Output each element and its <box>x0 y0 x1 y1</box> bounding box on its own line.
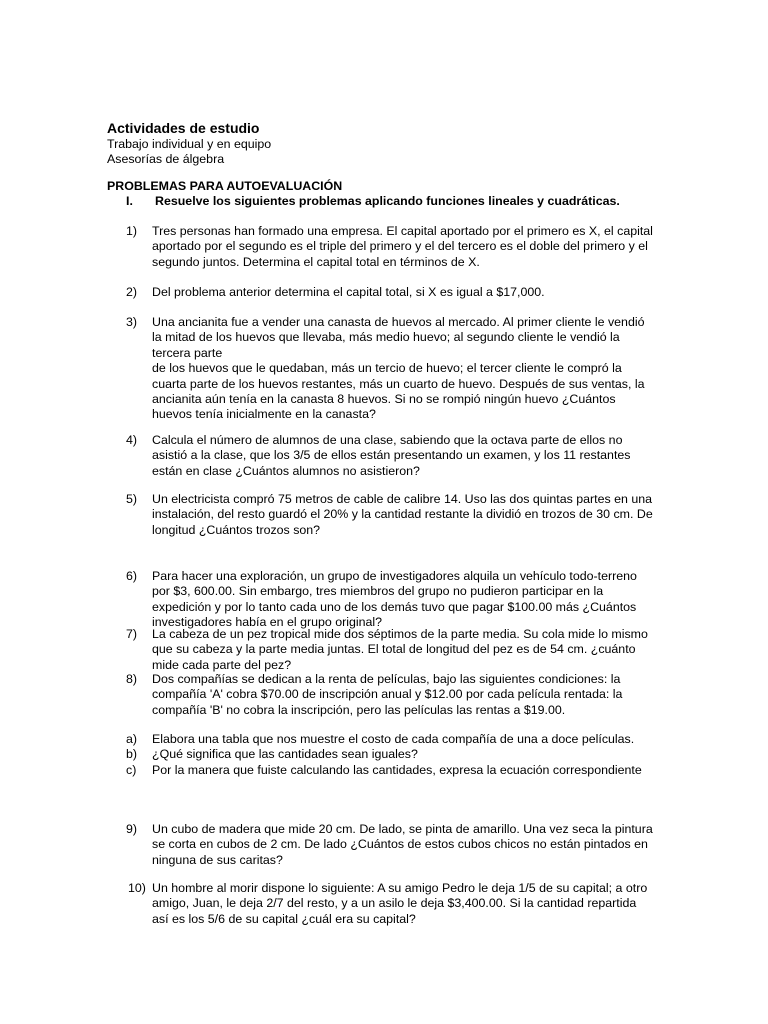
subitem-text <box>152 747 662 762</box>
problem-line: ancianita aún tenía en la canasta 8 huevos. Si no se rompió ningún huevo ¿Cuántos <box>152 392 616 407</box>
document-title: Actividades de estudio <box>107 120 260 136</box>
problem-line: compañía 'B' no cobra la inscripción, pero las películas las rentas a $19.00. <box>152 702 566 717</box>
problem-number: 10) <box>128 881 146 895</box>
problem-line: Por la manera que fuiste calculando las cantidades, expresa la ecuación correspondiente <box>152 763 642 777</box>
problem-number: 3) <box>126 315 138 329</box>
problem-line: La cabeza de un pez tropical mide dos séptimos de la parte media. Su cola mide lo mismo <box>152 627 648 641</box>
problem-line: Calcula el número de alumnos de una clase, sabiendo que la octava parte de ellos no <box>152 433 623 447</box>
problem-line: expedición y por lo tanto cada uno de los demás tuvo que pagar $100.00 más ¿Cuántos <box>152 599 637 614</box>
subitem-letter: b) <box>126 747 138 761</box>
problem-line: Tres personas han formado una empresa. El capital aportado por el primero es X, el capital <box>152 224 653 238</box>
problem-line: Dos compañías se dedican a la renta de películas, bajo las siguientes condiciones: la <box>152 672 621 686</box>
problem-line: Un cubo de madera que mide 20 cm. De lado, se pinta de amarillo. Una vez seca la pintura <box>152 822 653 836</box>
problem-text <box>152 433 662 479</box>
problem-text <box>152 881 662 927</box>
problem-number: 5) <box>126 492 138 506</box>
problem-line: se corta en cubos de 2 cm. De lado ¿Cuántos de estos cubos chicos no están pintados en <box>152 837 648 852</box>
problem-line: amigo, Juan, le deja 2/7 del resto, y a un asilo le deja $3,400.00. Si la cantidad repartida <box>152 896 637 911</box>
problem-line: ¿Qué significa que las cantidades sean iguales? <box>152 747 418 761</box>
problem-line: Una ancianita fue a vender una canasta de huevos al mercado. Al primer cliente le vendió <box>152 315 645 329</box>
section-instruction: Resuelve los siguientes problemas aplicando funciones lineales y cuadráticas. <box>155 194 620 208</box>
problem-text <box>152 569 662 631</box>
problem-number: 2) <box>126 285 138 299</box>
problem-line: tercera parte <box>152 345 223 360</box>
problem-line: aportado por el segundo es el triple del primero y el del tercero es el doble del primero y el <box>152 239 648 254</box>
problem-number: 1) <box>126 224 138 238</box>
problem-line: Un electricista compró 75 metros de cable de calibre 14. Uso las dos quintas partes en una <box>152 492 653 506</box>
problem-line: Del problema anterior determina el capital total, si X es igual a $17,000. <box>152 285 545 299</box>
problem-text <box>152 822 662 868</box>
section-roman-numeral: I. <box>126 194 133 208</box>
subtitle-course: Asesorías de álgebra <box>107 152 225 166</box>
subitem-letter: c) <box>126 763 137 777</box>
problem-line: que su cabeza y la parte media juntas. El total de longitud del pez es de 54 cm. ¿cuánto <box>152 642 636 657</box>
problem-line: por $3, 600.00. Sin embargo, tres miembros del grupo no pudieron participar en la <box>152 584 604 599</box>
problem-line: investigadores había en el grupo original? <box>152 615 383 630</box>
problem-number: 8) <box>126 672 138 686</box>
problem-line: Un hombre al morir dispone lo siguiente: A su amigo Pedro le deja 1/5 de su capital; a otro <box>152 881 648 895</box>
problem-text <box>152 315 662 423</box>
problem-line: están en clase ¿Cuántos alumnos no asistieron? <box>152 463 420 478</box>
problem-line: ninguna de sus caritas? <box>152 852 283 867</box>
problem-line: Elabora una tabla que nos muestre el costo de cada compañía de una a doce películas. <box>152 732 635 746</box>
problem-line: instalación, del resto guardó el 20% y la cantidad restante la dividió en trozos de 30 cm. De <box>152 507 653 522</box>
problem-number: 7) <box>126 627 138 641</box>
problem-line: mide cada parte del pez? <box>152 657 292 672</box>
subitem-text <box>152 763 662 778</box>
problem-line: segundo juntos. Determina el capital total en términos de X. <box>152 254 480 269</box>
section-title: PROBLEMAS PARA AUTOEVALUACIÓN <box>107 179 343 193</box>
problem-line: así es los 5/6 de su capital ¿cuál era su capital? <box>152 911 416 926</box>
problem-number: 6) <box>126 569 138 583</box>
problem-line: huevos tenía inicialmente en la canasta? <box>152 407 376 422</box>
subtitle-work-mode: Trabajo individual y en equipo <box>107 137 272 151</box>
problem-line: compañía 'A' cobra $70.00 de inscripción anual y $12.00 por cada película rentada: la <box>152 687 623 702</box>
problem-line: asistió a la clase, que los 3/5 de ellos están presentando un examen, y los 11 restantes <box>152 448 631 463</box>
problem-line: Para hacer una exploración, un grupo de investigadores alquila un vehículo todo-terreno <box>152 569 637 583</box>
problem-text <box>152 672 662 718</box>
problem-text <box>152 492 662 538</box>
subitem-letter: a) <box>126 732 138 746</box>
problem-line: cuarta parte de los huevos restantes, más un cuarto de huevo. Después de sus ventas, la <box>152 376 645 391</box>
problem-number: 4) <box>126 433 138 447</box>
problem-line: la mitad de los huevos que llevaba, más medio huevo; al segundo cliente le vendió la <box>152 330 620 345</box>
problem-line: longitud ¿Cuántos trozos son? <box>152 522 321 537</box>
problem-line: de los huevos que le quedaban, más un tercio de huevo; el tercer cliente le compró la <box>152 361 622 376</box>
problem-text <box>152 224 662 270</box>
problem-text <box>152 285 662 300</box>
subitem-text <box>152 732 662 747</box>
problem-number: 9) <box>126 822 138 836</box>
problem-text <box>152 627 662 673</box>
